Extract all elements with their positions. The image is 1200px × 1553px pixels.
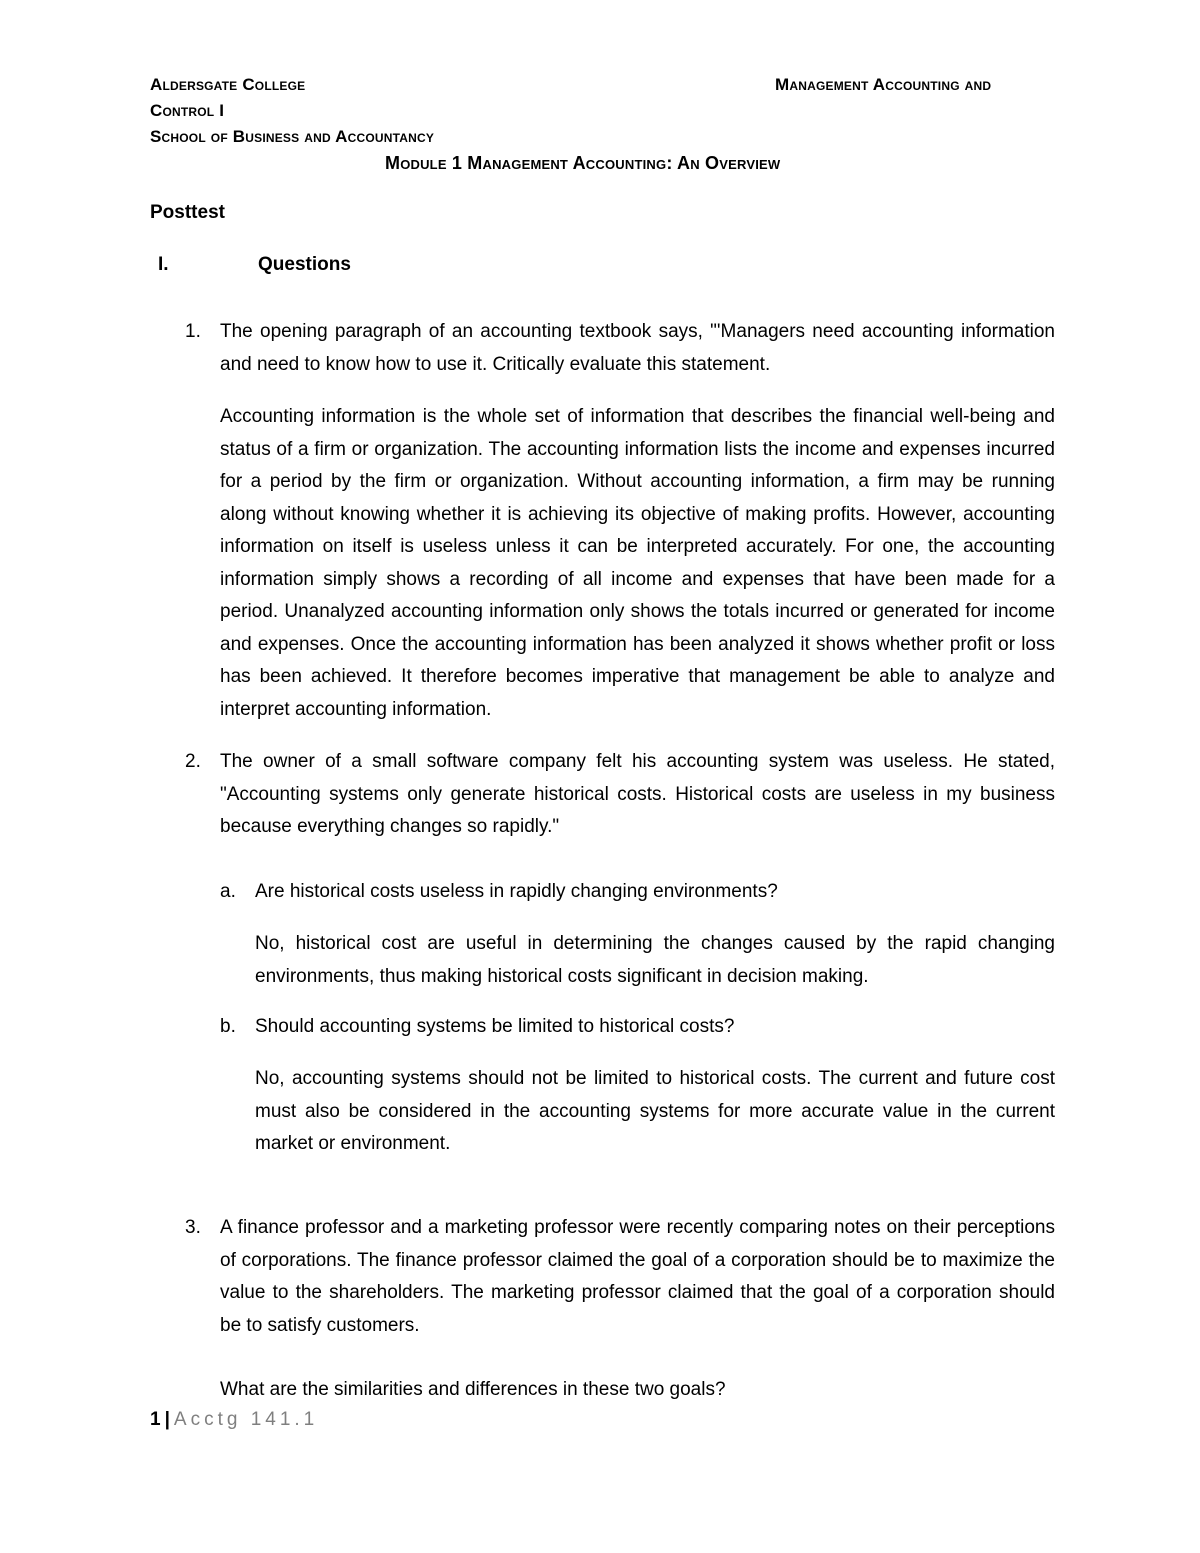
question-prompt: The opening paragraph of an accounting textbook says, "'Managers need accounting information and need to know how to use it. Critically evaluate this statement. <box>220 321 1055 375</box>
question-number: 3. <box>185 1217 201 1238</box>
course-title-line2: Control I <box>150 101 225 120</box>
question-number: 2. <box>185 751 201 772</box>
question-number: 1. <box>185 321 201 342</box>
sub-question-text: Are historical costs useless in rapidly changing environments? <box>255 881 778 902</box>
footer-separator: | <box>164 1409 170 1430</box>
section-title: Posttest <box>150 202 225 223</box>
course-code: Acctg 141.1 <box>173 1409 319 1430</box>
page-number: 1 <box>150 1409 161 1430</box>
sub-question-a-answer: No, historical cost are useful in determining the changes caused by the rapid changing environments, thus making historical costs significant in decision making. <box>255 933 1055 987</box>
question-3-followup: What are the similarities and differences in these two goals? <box>220 1379 726 1400</box>
question-prompt: The owner of a small software company felt his accounting system was useless. He stated, "Accounting systems only generate historical costs. Historical costs are useless in my business because everything changes so rapidly." <box>220 751 1055 837</box>
part-label: Questions <box>258 254 351 275</box>
header-left <box>150 72 434 150</box>
sub-question-letter: b. <box>220 1016 236 1037</box>
sub-question-letter: a. <box>220 881 236 902</box>
page-footer <box>150 1407 318 1433</box>
part-number: I. <box>158 254 169 275</box>
module-title: Module 1 Management Accounting: An Overview <box>385 153 781 173</box>
sub-question-text: Should accounting systems be limited to historical costs? <box>255 1016 735 1037</box>
question-prompt: A finance professor and a marketing professor were recently comparing notes on their perceptions of corporations. The finance professor claimed the goal of a corporation should be to maximize the value to the shareholders. The marketing professor claimed that the goal of a corporation should be to satisfy customers. <box>220 1217 1055 1336</box>
question-1-answer: Accounting information is the whole set of information that describes the financial well-being and status of a firm or organization. The accounting information lists the income and expenses incurred for a period by the firm or organization. Without accounting information, a firm may be running along without knowing whether it is achieving its objective of making profits. However, accounting information on itself is useless unless it can be interpreted accurately. For one, the accounting information simply shows a recording of all income and expenses that have been made for a period. Unanalyzed accounting information only shows the totals incurred or generated for income and expenses. Once the accounting information has been analyzed it shows whether profit or loss has been achieved. It therefore becomes imperative that management be able to analyze and interpret accounting information. <box>220 406 1055 720</box>
course-title-line1: Management Accounting and <box>775 75 992 94</box>
institution-name: Aldersgate College <box>150 75 306 94</box>
sub-question-b-answer: No, accounting systems should not be limited to historical costs. The current and future cost must also be considered in the accounting systems for more accurate value in the current market or environment. <box>255 1068 1055 1154</box>
school-name: School of Business and Accountancy <box>150 127 435 146</box>
